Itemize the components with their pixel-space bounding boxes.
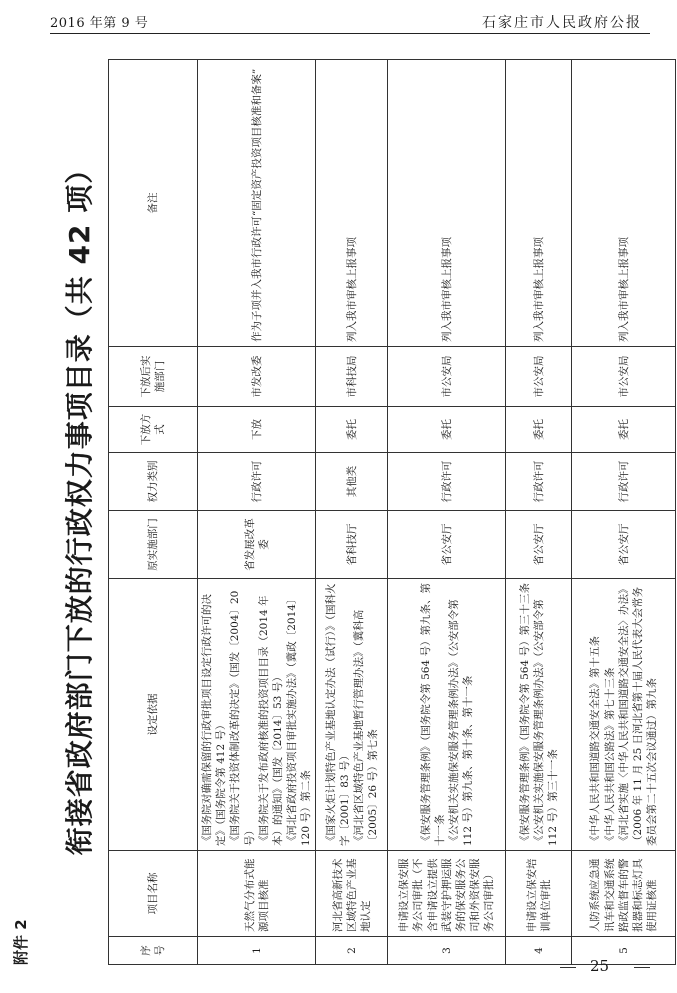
cell-note: 列入我市审核上报事项 (572, 60, 676, 347)
table-row (198, 60, 316, 965)
cell-name: 人防系统应急通讯车和交通系统路政监督车的警报器和标志灯具使用证核准 (572, 851, 676, 937)
cell-method: 委托 (388, 407, 506, 453)
column-header-basis: 设定依据 (109, 579, 198, 851)
cell-new-dept: 市公安局 (388, 347, 506, 407)
cell-orig-dept: 省科技厅 (316, 511, 388, 579)
page-header (50, 0, 650, 40)
cell-name: 申请设立保安培训单位审批 (506, 851, 572, 937)
basis-line: 《河北省政府投资项目审批实施办法》（冀政〔2014〕120 号）第二条 (286, 593, 313, 846)
column-header-orig-dept: 原实施部门 (109, 511, 198, 579)
cell-name: 申请设立保安服务公司审批（不含申请设立提供武装守护押运服务的保安服务公司和外资保安服务公司审批） (388, 851, 506, 937)
basis-line: 《公安机关实施保安服务管理条例办法》（公安部令第 112 号）第三十一条 (532, 599, 559, 846)
rotated-content (0, 60, 677, 965)
cell-basis (506, 579, 572, 851)
cell-orig-dept: 省发展改革委 (198, 511, 316, 579)
table-row (388, 60, 506, 965)
basis-line: 《保安服务管理条例》（国务院令第 564 号）第九条、第十一条 (419, 583, 446, 846)
cell-seq: 4 (506, 937, 572, 965)
basis-line: 《公安机关实施保安服务管理条例办法》（公安部令第 112 号）第九条、第十条、第十一条 (447, 599, 475, 846)
page-number: 25 (590, 957, 610, 975)
table-row (506, 60, 572, 965)
cell-basis (198, 579, 316, 851)
cell-note: 作为子项并入我市行政许可“固定资产投资项目核准和备案” (198, 60, 316, 347)
table-row (572, 60, 676, 965)
cell-note: 列入我市审核上报事项 (316, 60, 388, 347)
page-title: 衔接省政府部门下放的行政权力事项目录（共 42 项） (63, 154, 96, 856)
cell-category: 行政许可 (198, 453, 316, 511)
page-footer (560, 955, 650, 983)
basis-line: 《保安服务管理条例》（国务院令第 564 号）第三十三条 (518, 583, 531, 846)
column-header-new-dept: 下放后实施部门 (109, 347, 198, 407)
column-header-seq: 序号 (109, 937, 198, 965)
cell-orig-dept: 省公安厅 (388, 511, 506, 579)
cell-method: 委托 (316, 407, 388, 453)
cell-category: 行政许可 (572, 453, 676, 511)
cell-method: 委托 (506, 407, 572, 453)
cell-new-dept: 市科技局 (316, 347, 388, 407)
cell-new-dept: 市发改委 (198, 347, 316, 407)
cell-category: 行政许可 (388, 453, 506, 511)
basis-line: 《中华人民共和国道路交通安全法》第十五条 (589, 636, 602, 846)
cell-new-dept: 市公安局 (506, 347, 572, 407)
column-header-note: 备注 (109, 60, 198, 347)
basis-line: 《河北省区域特色产业基地暂行管理办法》（冀科高〔2005〕26 号）第七条 (352, 609, 380, 846)
cell-basis (316, 579, 388, 851)
cell-new-dept: 市公安局 (572, 347, 676, 407)
column-header-name: 项目名称 (109, 851, 198, 937)
cell-name: 河北省高新技术区域特色产业基地认定 (316, 851, 388, 937)
basis-line: 《河北省实施〈中华人民共和国道路交通安全法〉办法》（2006 年 11 月 25 日河北省第十届人民代表大会常务委员会第二十五次会议通过）第九条 (617, 583, 659, 846)
cell-method: 委托 (572, 407, 676, 453)
cell-method: 下放 (198, 407, 316, 453)
basis-line: 《国务院对确需保留的行政审批项目设定行政许可的决定》（国务院令第 412 号） (201, 594, 228, 846)
cell-note: 列入我市审核上报事项 (388, 60, 506, 347)
footer-dash-left (560, 967, 576, 968)
cell-orig-dept: 省公安厅 (572, 511, 676, 579)
cell-note: 列入我市审核上报事项 (506, 60, 572, 347)
basis-line: 《中华人民共和国公路法》第七十三条 (603, 667, 616, 846)
cell-seq: 5 (572, 937, 676, 965)
cell-basis (388, 579, 506, 851)
table-row (316, 60, 388, 965)
header-rule (50, 33, 650, 34)
journal-title: 石家庄市人民政府公报 (482, 15, 642, 31)
basis-line: 《国家火炬计划特色产业基地认定办法（试行）》（国科火字〔2001〕83 号） (324, 583, 351, 846)
cell-name: 天然气分布式能源项目核准 (198, 851, 316, 937)
table-header-row (109, 60, 198, 965)
cell-seq: 3 (388, 937, 506, 965)
cell-category: 其他类 (316, 453, 388, 511)
cell-orig-dept: 省公安厅 (506, 511, 572, 579)
cell-category: 行政许可 (506, 453, 572, 511)
cell-seq: 2 (316, 937, 388, 965)
annex-label: 附件 2 (12, 919, 30, 965)
basis-line: 《国务院关于投资体制改革的决定》（国发〔2004〕20 号） (229, 590, 256, 846)
basis-line: 《国务院关于发布政府核准的投资项目目录（2014 年本）的通知》（国发〔2014〕53 号） (257, 595, 284, 846)
cell-basis (572, 579, 676, 851)
issue-number: 2016 年第 9 号 (50, 16, 149, 31)
column-header-category: 权力类别 (109, 453, 198, 511)
column-header-method: 下放方式 (109, 407, 198, 453)
catalog-table (108, 59, 676, 965)
cell-seq: 1 (198, 937, 316, 965)
footer-dash-right (634, 967, 650, 968)
